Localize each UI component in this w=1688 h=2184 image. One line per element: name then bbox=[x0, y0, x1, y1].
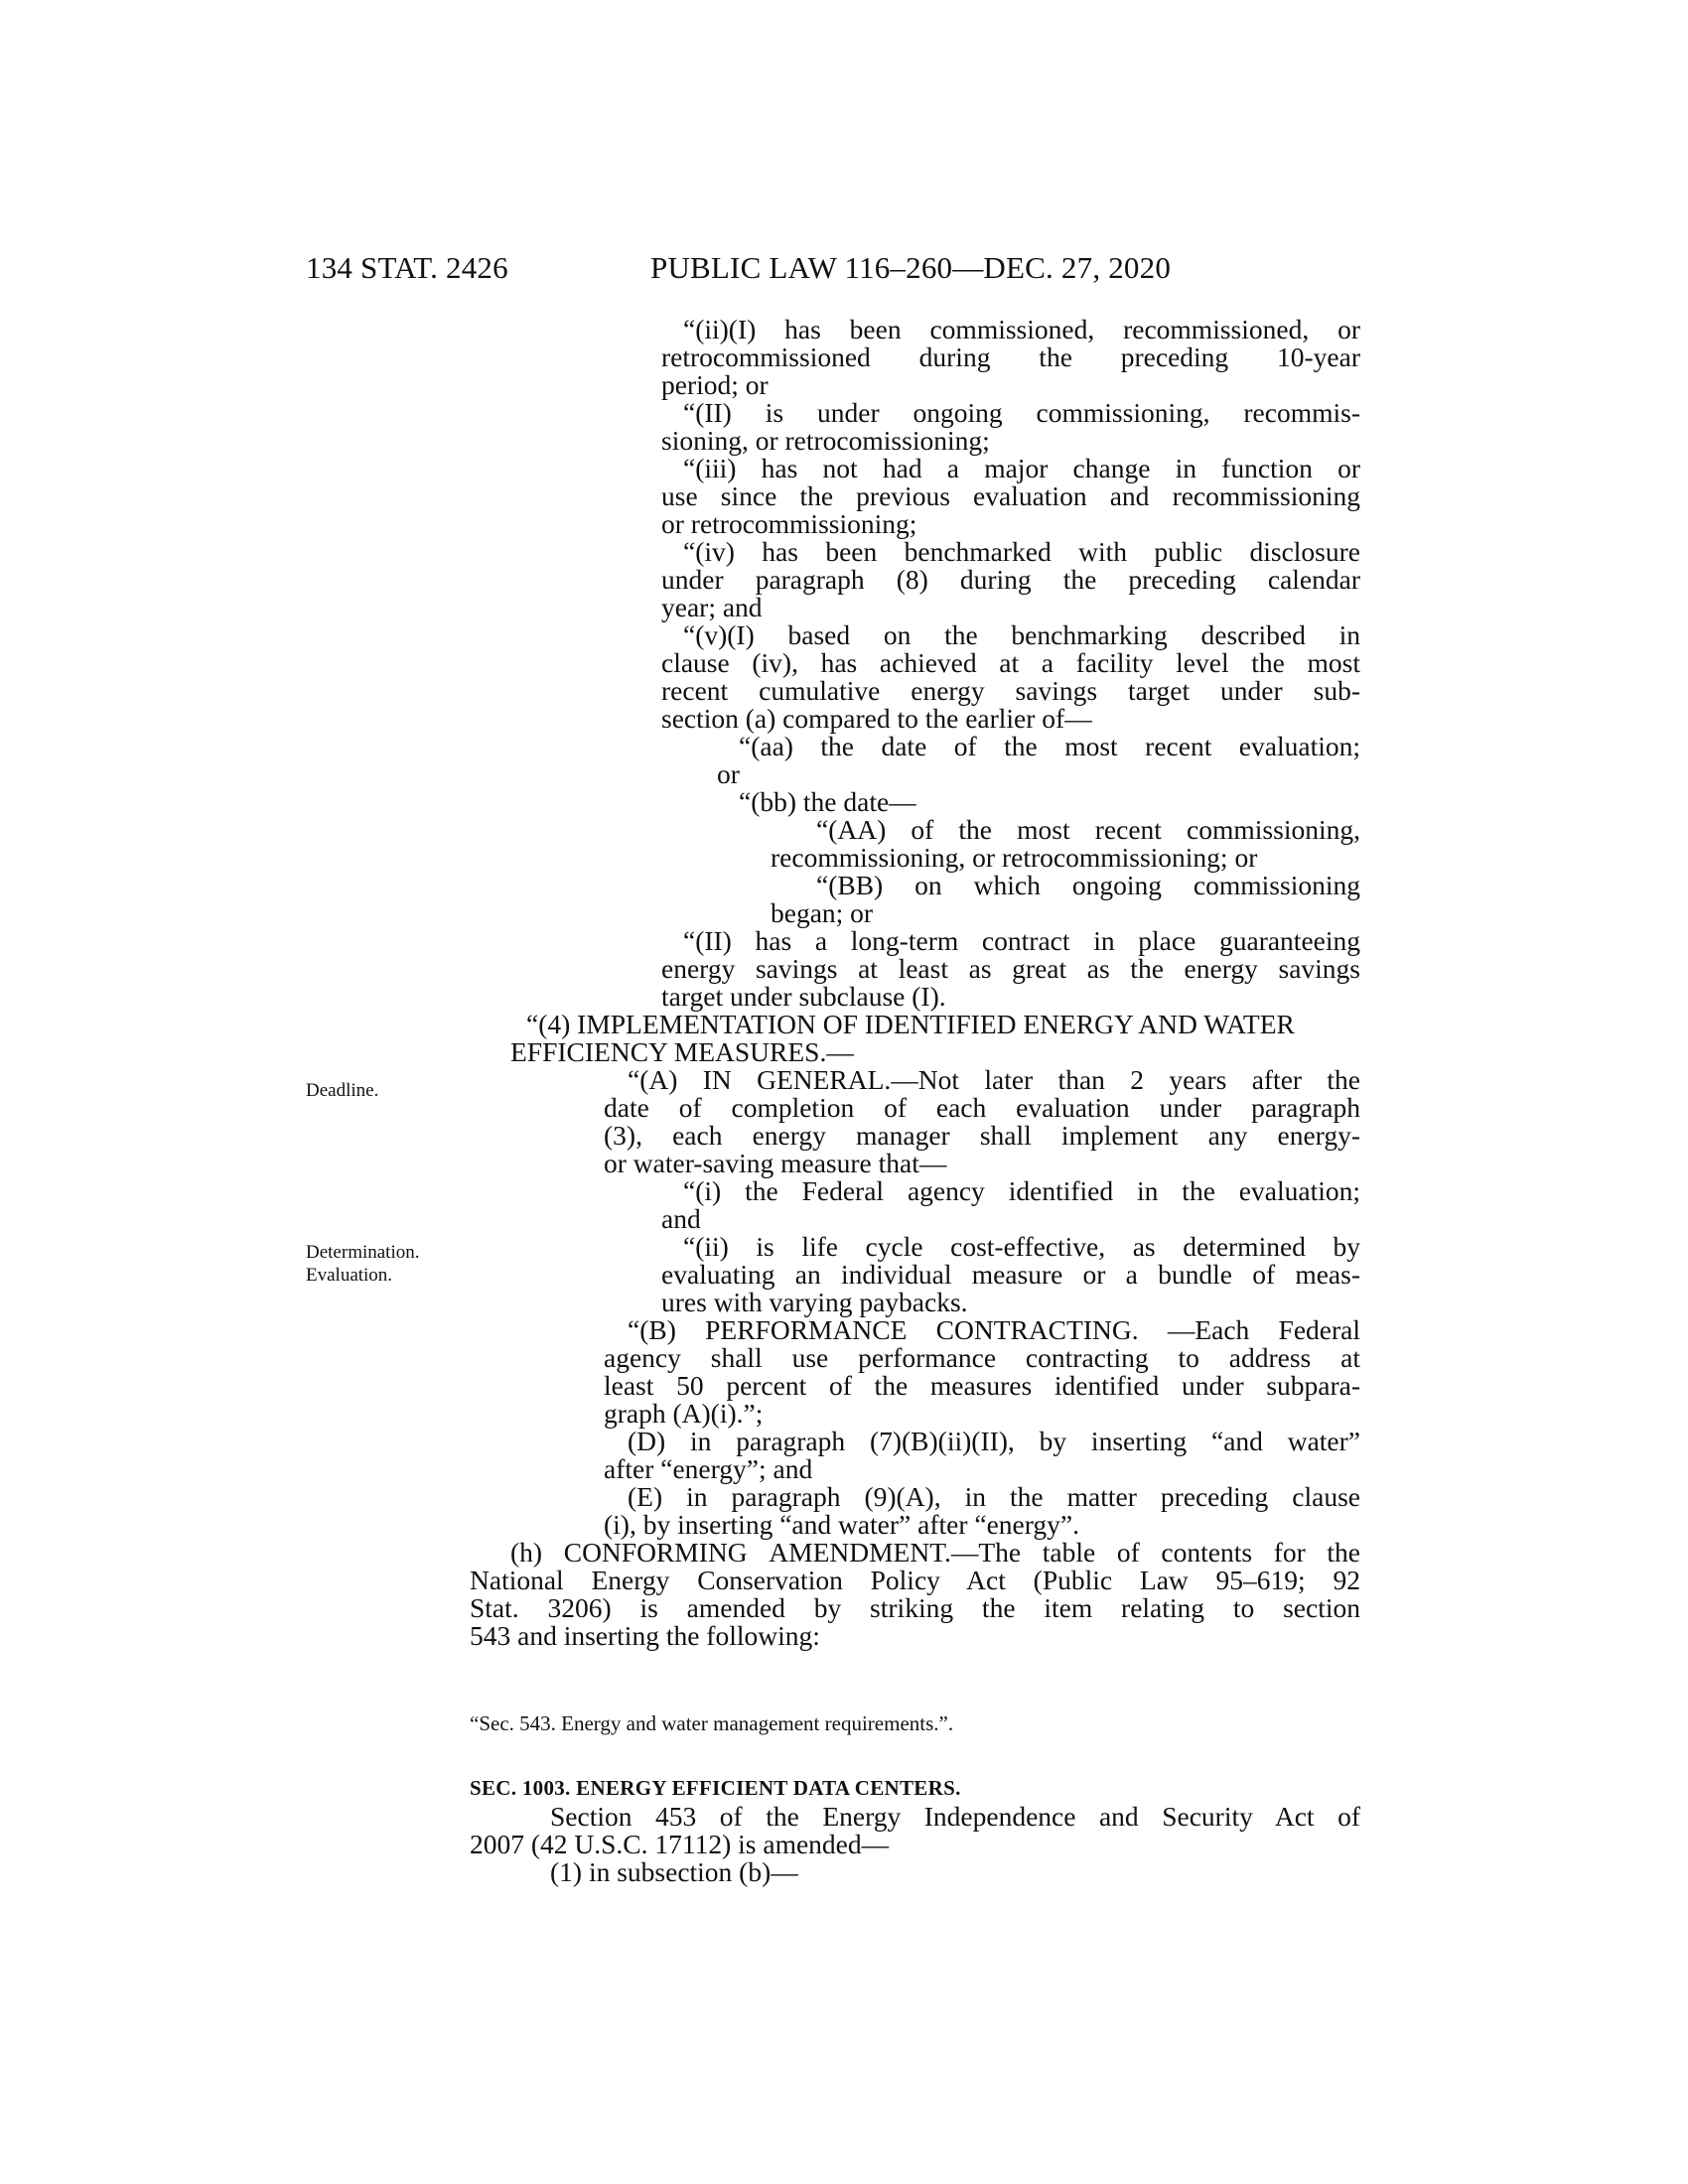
text-line: began; or bbox=[771, 897, 874, 928]
subsection-h-number: (h) C bbox=[510, 1537, 583, 1568]
text-line: energy savings at least as great as the energy savings bbox=[661, 953, 1360, 984]
text-line: use since the previous evaluation and recommissioning bbox=[661, 480, 1360, 511]
text-line: “(v)(I) based on the benchmarking described in bbox=[683, 619, 1360, 650]
text-line: “(AA) of the most recent commissioning, bbox=[816, 814, 1360, 845]
text-line: “(bb) the date— bbox=[739, 786, 916, 817]
subsection-h-text: —The table of contents for the bbox=[950, 1537, 1360, 1568]
text-line: “(ii) is life cycle cost-effective, as determined by bbox=[683, 1231, 1360, 1262]
text-line: recent cumulative energy savings target under sub- bbox=[661, 675, 1360, 706]
text-line: “(i) the Federal agency identified in the evaluation; bbox=[683, 1175, 1360, 1206]
text-line: 2007 (42 U.S.C. 17112) is amended— bbox=[470, 1829, 890, 1859]
subsection-h-heading bbox=[510, 1539, 1360, 1567]
subparagraph-b-title: ERFORMANCE CONTRACTING. bbox=[720, 1314, 1139, 1345]
text-line: (3), each energy manager shall implement any energy- bbox=[604, 1120, 1360, 1151]
text-line: agency shall use performance contracting to address at bbox=[604, 1342, 1360, 1373]
text-line: “(iv) has been benchmarked with public disclosure bbox=[683, 536, 1360, 567]
text-line: 543 and inserting the following: bbox=[470, 1620, 820, 1651]
text-line: sioning, or retrocomissioning; bbox=[661, 425, 990, 456]
text-line: date of completion of each evaluation under paragraph bbox=[604, 1092, 1360, 1123]
section-heading: SEC. 1003. ENERGY EFFICIENT DATA CENTERS. bbox=[470, 1776, 961, 1800]
subparagraph-b-text: —Each Federal bbox=[1167, 1314, 1360, 1345]
subparagraph-a-number: “(A) I bbox=[628, 1064, 712, 1095]
text-line: “(BB) on which ongoing commissioning bbox=[816, 870, 1360, 900]
table-of-contents-entry: “Sec. 543. Energy and water management requirements.”. bbox=[470, 1711, 954, 1735]
running-header: PUBLIC LAW 116–260—DEC. 27, 2020 bbox=[650, 250, 1172, 285]
text-line: least 50 percent of the measures identified under subpara- bbox=[604, 1370, 1360, 1401]
subparagraph-a-title: N GENERAL. bbox=[711, 1064, 892, 1095]
subparagraph-b-heading bbox=[628, 1316, 1360, 1344]
text-line: (i), by inserting “and water” after “energy”. bbox=[604, 1509, 1079, 1540]
text-line: under paragraph (8) during the preceding calendar bbox=[661, 564, 1360, 595]
text-line: National Energy Conservation Policy Act (Public Law 95–619; 92 bbox=[470, 1565, 1360, 1595]
text-line: section (a) compared to the earlier of— bbox=[661, 703, 1092, 734]
text-line: evaluating an individual measure or a bundle of meas- bbox=[661, 1259, 1360, 1290]
text-line: “(iii) has not had a major change in function or bbox=[683, 453, 1360, 483]
text-line: year; and bbox=[661, 592, 763, 622]
text-line: (D) in paragraph (7)(B)(ii)(II), by inserting “and water” bbox=[628, 1426, 1360, 1456]
subsection-h-title-a: ONFORMING bbox=[582, 1537, 770, 1568]
text-line: or water-saving measure that— bbox=[604, 1148, 947, 1178]
subparagraph-a-text: —Not later than 2 years after the bbox=[891, 1064, 1360, 1095]
text-line: Section 453 of the Energy Independence and Security Act of bbox=[550, 1801, 1360, 1832]
paragraph-4-title: MPLEMENTATION OF IDENTIFIED ENERGY AND WATER bbox=[586, 1009, 1295, 1039]
text-line: Stat. 3206) is amended by striking the item relating to section bbox=[470, 1592, 1360, 1623]
text-line: (1) in subsection (b)— bbox=[550, 1856, 798, 1887]
text-line: “(ii)(I) has been commissioned, recommissioned, or bbox=[683, 314, 1360, 344]
text-line: graph (A)(i).”; bbox=[604, 1398, 764, 1429]
subparagraph-a-heading bbox=[628, 1066, 1360, 1094]
text-line: retrocommissioned during the preceding 10-year bbox=[661, 341, 1360, 372]
paragraph-4-number: “(4) I bbox=[526, 1009, 587, 1039]
text-line: EFFICIENCY MEASURES.— bbox=[510, 1036, 854, 1067]
text-line: recommissioning, or retrocommissioning; or bbox=[771, 842, 1258, 873]
margin-note-evaluation: Evaluation. bbox=[306, 1265, 393, 1286]
text-line: or retrocommissioning; bbox=[661, 508, 917, 539]
margin-note-determination: Determination. bbox=[306, 1242, 420, 1263]
statute-page-number: 134 STAT. 2426 bbox=[306, 250, 508, 285]
text-line: after “energy”; and bbox=[604, 1453, 813, 1484]
text-line: clause (iv), has achieved at a facility level the most bbox=[661, 647, 1360, 678]
subparagraph-b-number: “(B) P bbox=[628, 1314, 721, 1345]
paragraph-4-heading bbox=[526, 1011, 1295, 1038]
text-line: and bbox=[661, 1203, 701, 1234]
text-line: “(II) has a long-term contract in place guaranteeing bbox=[683, 925, 1360, 956]
text-line: target under subclause (I). bbox=[661, 981, 946, 1012]
text-line: or bbox=[717, 758, 740, 789]
text-line: period; or bbox=[661, 369, 769, 400]
margin-note-deadline: Deadline. bbox=[306, 1080, 379, 1101]
text-line: “(aa) the date of the most recent evaluation; bbox=[739, 731, 1360, 761]
subsection-h-title-b: A bbox=[769, 1537, 789, 1568]
text-line: ures with varying paybacks. bbox=[661, 1287, 968, 1317]
text-line: (E) in paragraph (9)(A), in the matter preceding clause bbox=[628, 1481, 1360, 1512]
text-line: “(II) is under ongoing commissioning, recommis- bbox=[683, 397, 1360, 428]
subsection-h-title-c: MENDMENT. bbox=[788, 1537, 951, 1568]
